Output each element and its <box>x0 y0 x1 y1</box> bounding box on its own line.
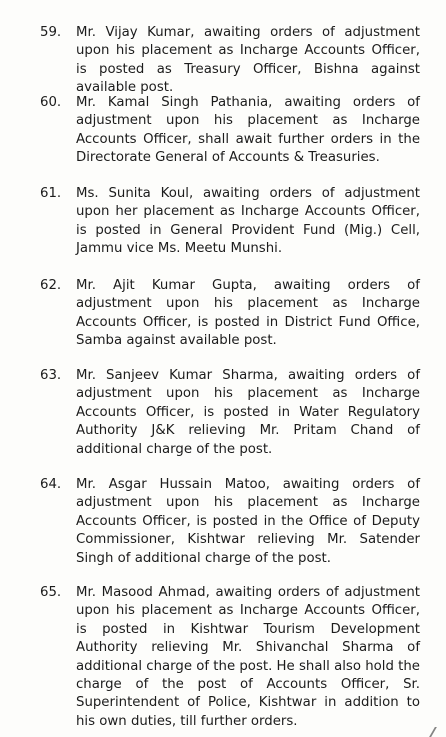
item-text: Mr. Asgar Hussain Matoo, awaiting orders of adjustment upon his placement as Incharge Accounts Officer, is posted in the Office of Deputy Commissioner, Kishtwar relieving Mr. Satender Singh of additional charge of the post. <box>76 477 420 566</box>
item-number: 62. <box>40 278 62 293</box>
order-item-62 <box>40 277 420 351</box>
item-number: 61. <box>40 186 62 201</box>
item-text: Mr. Masood Ahmad, awaiting orders of adjustment upon his placement as Incharge Accounts Officer, is posted in Kishtwar Tourism Development Authority relieving Mr. Shivanchal Sharma of additional charge of the post. He shall also hold the charge of the post of Accounts Officer, Sr. Superintendent of Police, Kishtwar in addition to his own duties, till further orders. <box>76 585 420 729</box>
item-text: Mr. Vijay Kumar, awaiting orders of adjustment upon his placement as Incharge Accounts Officer, is posted as Treasury Officer, Bishna against available post. <box>76 25 420 96</box>
item-text: Ms. Sunita Koul, awaiting orders of adjustment upon her placement as Incharge Accounts Officer, is posted in General Provident Fund (Mig.) Cell, Jammu vice Ms. Meetu Munshi. <box>76 186 420 257</box>
page-edge-mark <box>429 727 446 737</box>
item-number: 63. <box>40 368 62 383</box>
order-item-65 <box>40 584 420 731</box>
item-number: 60. <box>40 95 62 110</box>
order-item-63 <box>40 367 420 459</box>
item-number: 64. <box>40 477 62 492</box>
order-item-64 <box>40 476 420 568</box>
item-number: 65. <box>40 585 62 600</box>
order-item-59 <box>40 24 420 98</box>
item-text: Mr. Sanjeev Kumar Sharma, awaiting orders of adjustment upon his placement as Incharge Accounts Officer, is posted in Water Regulatory Authority J&K relieving Mr. Pritam Chand of additional charge of the post. <box>76 368 420 457</box>
order-item-60 <box>40 94 420 168</box>
item-text: Mr. Ajit Kumar Gupta, awaiting orders of adjustment upon his placement as Incharge Accounts Officer, is posted in District Fund Office, Samba against available post. <box>76 278 420 349</box>
order-item-61 <box>40 185 420 259</box>
item-text: Mr. Kamal Singh Pathania, awaiting orders of adjustment upon his placement as Incharge Accounts Officer, shall await further orders in the Directorate General of Accounts & Treasuries. <box>76 95 420 166</box>
item-number: 59. <box>40 25 62 40</box>
